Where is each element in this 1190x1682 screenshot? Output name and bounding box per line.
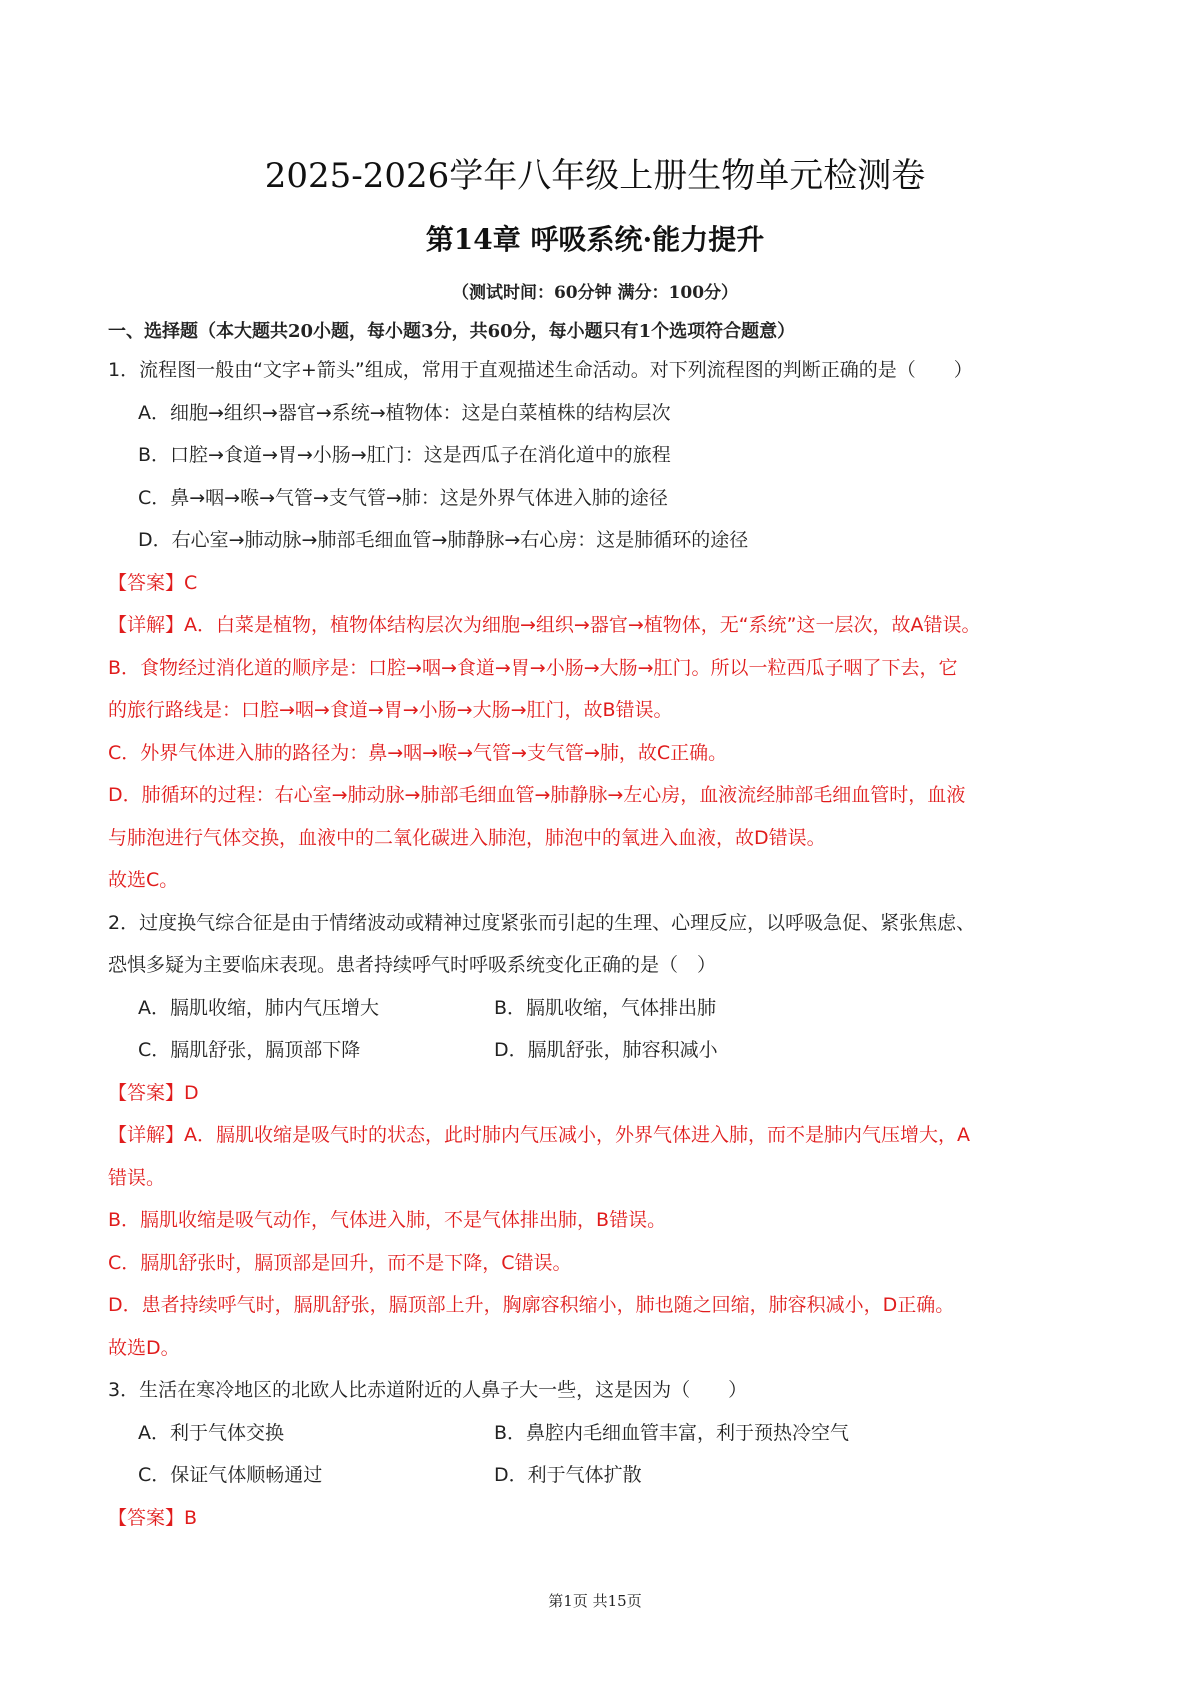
- detail-line: C．外界气体进入肺的路径为：鼻→咽→喉→气管→支气管→肺，故C正确。: [108, 741, 728, 764]
- answer-value: B: [184, 1506, 198, 1529]
- question-2: [108, 902, 1118, 1370]
- detail-line: B．食物经过消化道的顺序是：口腔→咽→食道→胃→小肠→大肠→肛门。所以一粒西瓜子咽了下去，它: [108, 656, 958, 679]
- answer-value: C: [184, 571, 198, 594]
- question-1: [108, 349, 1118, 902]
- detail-label: 【详解】: [108, 614, 185, 636]
- question-stem: 恐惧多疑为主要临床表现。患者持续呼气时呼吸系统变化正确的是（ ）: [108, 954, 717, 976]
- option-d: D．利于气体扩散: [494, 1464, 642, 1486]
- detail-label: 【详解】: [108, 1124, 185, 1146]
- option-b: B．口腔→食道→胃→小肠→肛门：这是西瓜子在消化道中的旅程: [138, 444, 671, 466]
- detail-line: 【详解】A．膈肌收缩是吸气时的状态，此时肺内气压减小，外界气体进入肺，而不是肺内气压增大，A: [108, 1124, 971, 1146]
- question-stem: 3．生活在寒冷地区的北欧人比赤道附近的人鼻子大一些，这是因为（ ）: [108, 1379, 748, 1401]
- option-a: A．膈肌收缩，肺内气压增大: [138, 996, 379, 1019]
- answer: [108, 1497, 1118, 1540]
- detail-line: D．患者持续呼气时，膈肌舒张，膈顶部上升，胸廓容积缩小，肺也随之回缩，肺容积减小，D正确。: [108, 1294, 955, 1316]
- question-stem: 2．过度换气综合征是由于情绪波动或精神过度紧张而引起的生理、心理反应，以呼吸急促、紧张焦虑、: [108, 911, 976, 934]
- option-c: C．鼻→咽→喉→气管→支气管→肺：这是外界气体进入肺的途径: [138, 486, 668, 509]
- option-row: [108, 1412, 1118, 1455]
- detail-line: B．膈肌收缩是吸气动作，气体进入肺，不是气体排出肺，B错误。: [108, 1209, 667, 1231]
- detail-line: 与肺泡进行气体交换，血液中的二氧化碳进入肺泡，肺泡中的氧进入血液，故D错误。: [108, 826, 826, 849]
- test-info: （测试时间：60分钟 满分：100分）: [451, 283, 739, 303]
- answer-value: D: [184, 1081, 199, 1104]
- detail-line: 的旅行路线是：口腔→咽→食道→胃→小肠→大肠→肛门，故B错误。: [108, 699, 673, 721]
- option-d: D．右心室→肺动脉→肺部毛细血管→肺静脉→右心房：这是肺循环的途径: [138, 529, 749, 551]
- option-row: [108, 987, 1118, 1030]
- option-b: B．膈肌收缩，气体排出肺: [494, 996, 717, 1019]
- question-3: [108, 1369, 1118, 1539]
- option-c: C．膈肌舒张，膈顶部下降: [138, 1039, 361, 1061]
- detail-line: 错误。: [108, 1166, 166, 1189]
- exam-title: 2025-2026学年八年级上册生物单元检测卷: [264, 156, 926, 196]
- answer: [108, 1072, 1118, 1115]
- option-d: D．膈肌舒张，肺容积减小: [494, 1039, 718, 1061]
- detail-line: D．肺循环的过程：右心室→肺动脉→肺部毛细血管→肺静脉→左心房，血液流经肺部毛细血管时，血液: [108, 784, 966, 806]
- option-row: [108, 1454, 1118, 1497]
- option-a: A．细胞→组织→器官→系统→植物体：这是白菜植株的结构层次: [138, 401, 671, 424]
- option-b: B．鼻腔内毛细血管丰富，利于预热冷空气: [494, 1421, 850, 1444]
- section-title: 一、选择题（本大题共20小题，每小题3分，共60分，每小题只有1个选项符合题意）: [108, 321, 796, 342]
- answer-label: 【答案】: [108, 1506, 185, 1529]
- exam-content: [108, 314, 1118, 1539]
- answer-label: 【答案】: [108, 1081, 185, 1104]
- question-stem: 1．流程图一般由“文字+箭头”组成，常用于直观描述生命活动。对下列流程图的判断正确的是（ ）: [108, 359, 973, 381]
- option-a: A．利于气体交换: [138, 1421, 284, 1444]
- option-c: C．保证气体顺畅通过: [138, 1464, 323, 1486]
- answer-label: 【答案】: [108, 571, 185, 594]
- detail-line: C．膈肌舒张时，膈顶部是回升，而不是下降，C错误。: [108, 1251, 572, 1274]
- detail-line: 故选D。: [108, 1336, 180, 1359]
- page-footer: 第1页 共15页: [548, 1592, 642, 1610]
- option-row: [108, 1029, 1118, 1072]
- answer: [108, 562, 1118, 605]
- chapter-subtitle: 第14章 呼吸系统·能力提升: [425, 223, 765, 256]
- detail-line: 【详解】A．白菜是植物，植物体结构层次为细胞→组织→器官→植物体，无“系统”这一层次，故A错误。: [108, 614, 981, 636]
- detail-line: 故选C。: [108, 869, 179, 891]
